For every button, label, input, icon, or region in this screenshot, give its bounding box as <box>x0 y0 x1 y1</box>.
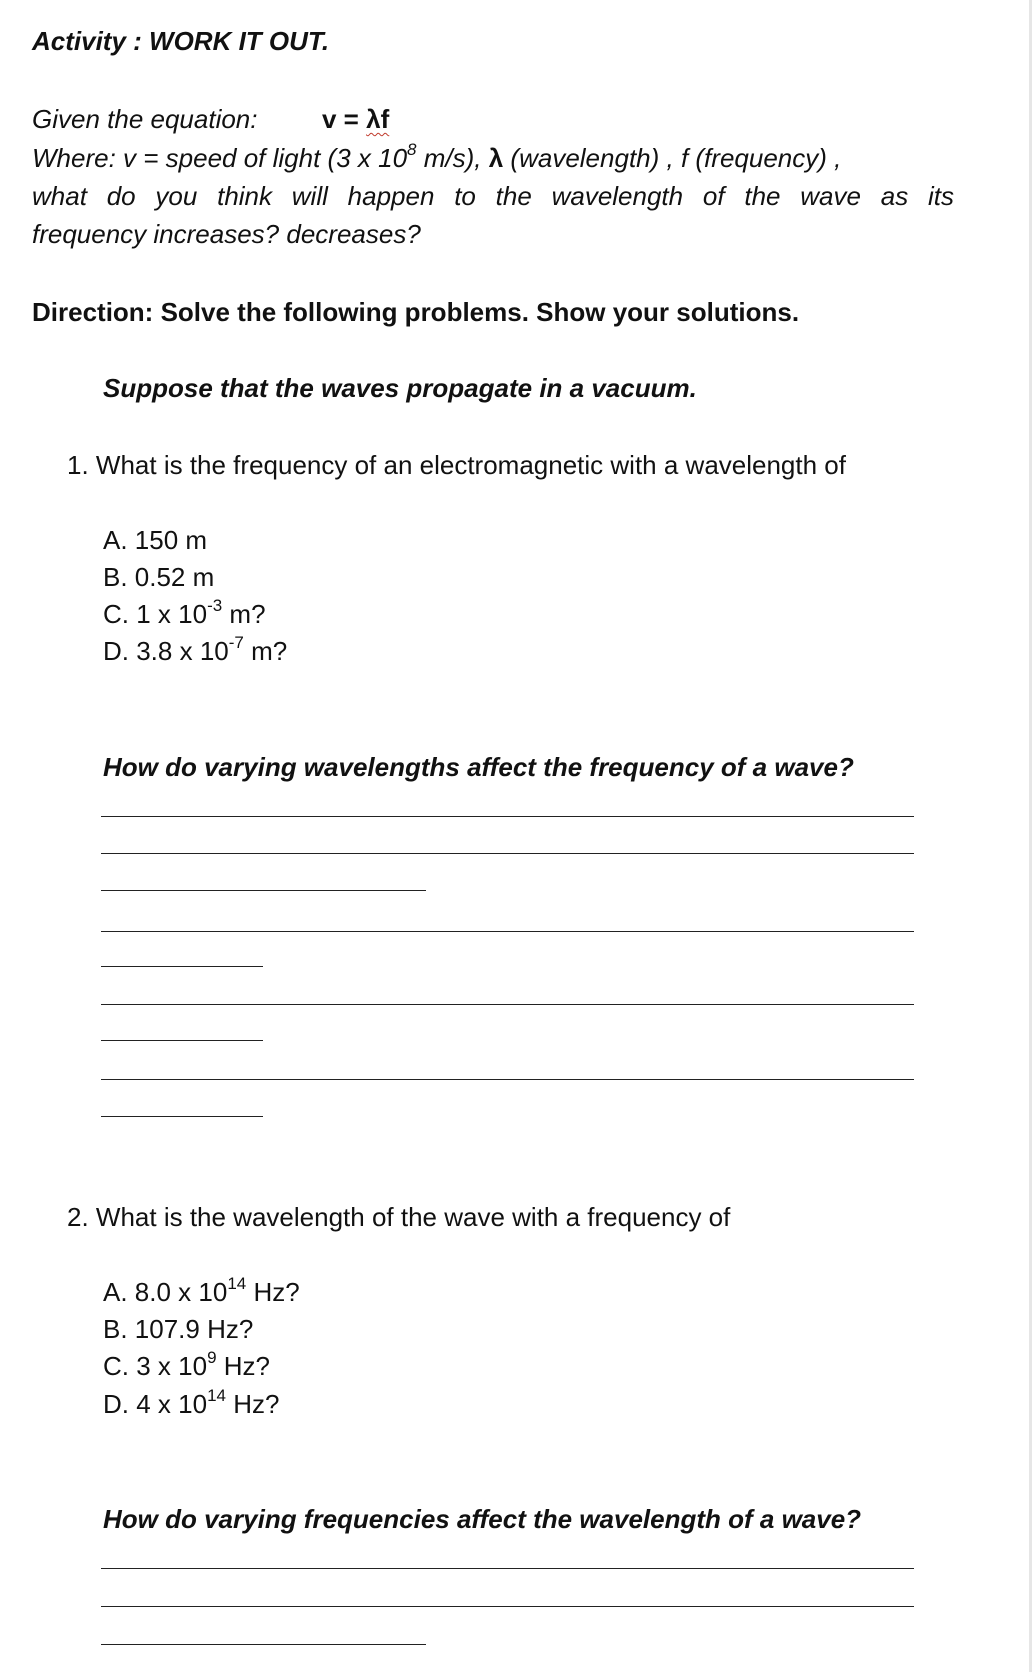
option-d-exponent: 14 <box>207 1386 226 1406</box>
where-suffix: (wavelength) , f (frequency) , <box>503 143 842 173</box>
option-c-suffix: m? <box>222 599 266 629</box>
problem-2-option-b: B. 107.9 Hz? <box>103 1314 254 1344</box>
answer-blank-line[interactable] <box>101 890 426 891</box>
option-d-prefix: D. 3.8 x 10 <box>103 636 229 666</box>
problem-1-question: 1. What is the frequency of an electromagnetic with a wavelength of <box>67 450 846 480</box>
problem-2-option-d <box>103 1386 280 1419</box>
problem-1-option-b: B. 0.52 m <box>103 562 215 592</box>
answer-blank-line[interactable] <box>101 1004 914 1005</box>
answer-blank-line[interactable] <box>101 931 914 932</box>
option-c-exponent: 9 <box>207 1348 217 1368</box>
answer-blank-line[interactable] <box>101 816 914 817</box>
answer-blank-line[interactable] <box>101 1116 263 1117</box>
answer-blank-line[interactable] <box>101 1644 426 1645</box>
problem-1-followup-question: How do varying wavelengths affect the frequency of a wave? <box>103 752 854 782</box>
answer-blank-line[interactable] <box>101 966 263 967</box>
answer-blank-line[interactable] <box>101 1079 914 1080</box>
where-mid: m/s), <box>416 143 489 173</box>
where-exponent: 8 <box>407 140 417 160</box>
problem-2-question: 2. What is the wavelength of the wave with a frequency of <box>67 1202 731 1232</box>
given-equation-label: Given the equation: <box>32 104 258 134</box>
equation-formula <box>322 104 389 134</box>
answer-blank-line[interactable] <box>101 1606 914 1607</box>
formula-v: v = <box>322 104 359 134</box>
answer-blank-line[interactable] <box>101 1568 914 1569</box>
problem-2-option-a <box>103 1274 300 1307</box>
option-a-exponent: 14 <box>227 1274 247 1294</box>
formula-lambda-f: λf <box>366 104 390 134</box>
option-a-suffix: Hz? <box>246 1277 300 1307</box>
problem-1-option-d <box>103 633 288 666</box>
problem-2-option-c <box>103 1348 270 1381</box>
question-line-2: frequency increases? decreases? <box>32 219 421 249</box>
answer-blank-line[interactable] <box>101 853 914 854</box>
option-c-suffix: Hz? <box>216 1351 270 1381</box>
problem-1-option-a: A. 150 m <box>103 525 208 555</box>
where-definition <box>32 140 842 173</box>
option-d-suffix: Hz? <box>225 1389 280 1419</box>
question-line-1: what do you think will happen to the wavelength of the wave as its <box>32 181 954 211</box>
where-prefix: Where: v = speed of light (3 x 10 <box>32 143 408 173</box>
option-d-suffix: m? <box>243 636 288 666</box>
lambda-symbol: λ <box>488 143 504 173</box>
option-c-prefix: C. 3 x 10 <box>103 1351 208 1381</box>
problem-1-option-c <box>103 596 266 629</box>
option-a-prefix: A. 8.0 x 10 <box>103 1277 228 1307</box>
direction-text: Direction: Solve the following problems. Show your solutions. <box>32 297 800 327</box>
answer-blank-line[interactable] <box>101 1040 263 1041</box>
option-c-exponent: -3 <box>207 596 223 616</box>
option-d-exponent: -7 <box>228 633 244 653</box>
problem-2-followup-question: How do varying frequencies affect the wavelength of a wave? <box>103 1504 862 1534</box>
option-c-prefix: C. 1 x 10 <box>103 599 208 629</box>
assumption-text: Suppose that the waves propagate in a vacuum. <box>103 373 697 403</box>
activity-title: Activity : WORK IT OUT. <box>32 26 330 56</box>
option-d-prefix: D. 4 x 10 <box>103 1389 208 1419</box>
